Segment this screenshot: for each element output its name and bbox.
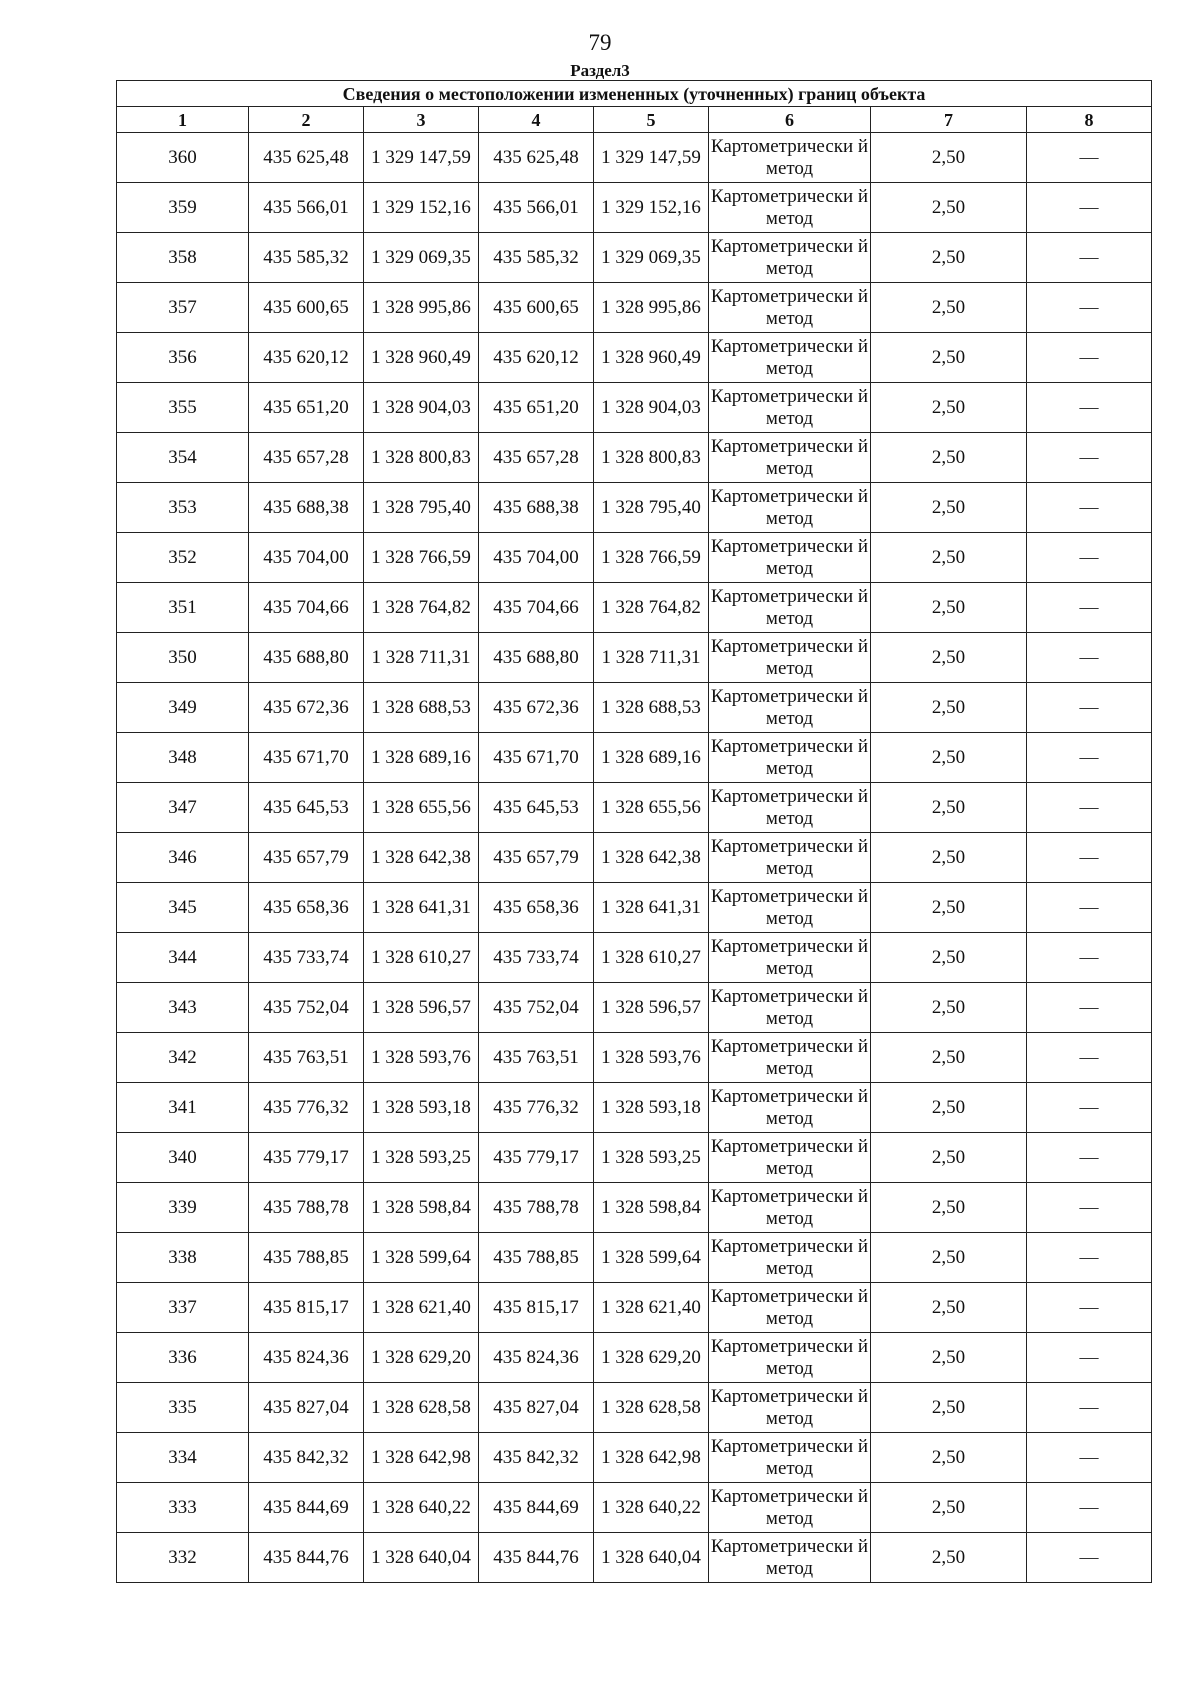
method-cell: Картометрически й метод [709,633,871,683]
y-new-cell: 1 328 655,56 [594,783,709,833]
accuracy-cell: 2,50 [871,1133,1027,1183]
accuracy-cell: 2,50 [871,183,1027,233]
y-old-cell: 1 328 596,57 [364,983,479,1033]
y-new-cell: 1 328 593,18 [594,1083,709,1133]
x-old-cell: 435 824,36 [249,1333,364,1383]
table-row [117,1183,1152,1233]
point-number-cell: 357 [117,283,249,333]
y-old-cell: 1 328 766,59 [364,533,479,583]
description-cell: — [1027,1433,1152,1483]
method-cell: Картометрически й метод [709,933,871,983]
method-cell: Картометрически й метод [709,133,871,183]
point-number-cell: 360 [117,133,249,183]
description-cell: — [1027,633,1152,683]
point-number-cell: 332 [117,1533,249,1583]
accuracy-cell: 2,50 [871,483,1027,533]
x-old-cell: 435 752,04 [249,983,364,1033]
table-row [117,1083,1152,1133]
accuracy-cell: 2,50 [871,1183,1027,1233]
method-cell: Картометрически й метод [709,1183,871,1233]
x-new-cell: 435 704,66 [479,583,594,633]
method-cell: Картометрически й метод [709,1133,871,1183]
accuracy-cell: 2,50 [871,1033,1027,1083]
y-old-cell: 1 328 610,27 [364,933,479,983]
accuracy-cell: 2,50 [871,533,1027,583]
description-cell: — [1027,1383,1152,1433]
column-number: 5 [594,107,709,133]
method-cell: Картометрически й метод [709,233,871,283]
point-number-cell: 344 [117,933,249,983]
x-old-cell: 435 585,32 [249,233,364,283]
description-cell: — [1027,1283,1152,1333]
x-old-cell: 435 788,85 [249,1233,364,1283]
table-row [117,283,1152,333]
point-number-cell: 345 [117,883,249,933]
x-new-cell: 435 688,38 [479,483,594,533]
x-new-cell: 435 763,51 [479,1033,594,1083]
point-number-cell: 337 [117,1283,249,1333]
table-row [117,333,1152,383]
x-old-cell: 435 688,38 [249,483,364,533]
x-new-cell: 435 815,17 [479,1283,594,1333]
description-cell: — [1027,933,1152,983]
x-old-cell: 435 645,53 [249,783,364,833]
x-old-cell: 435 671,70 [249,733,364,783]
description-cell: — [1027,483,1152,533]
method-cell: Картометрически й метод [709,883,871,933]
point-number-cell: 352 [117,533,249,583]
x-new-cell: 435 566,01 [479,183,594,233]
description-cell: — [1027,783,1152,833]
y-new-cell: 1 328 640,22 [594,1483,709,1533]
point-number-cell: 341 [117,1083,249,1133]
method-cell: Картометрически й метод [709,533,871,583]
accuracy-cell: 2,50 [871,233,1027,283]
point-number-cell: 343 [117,983,249,1033]
accuracy-cell: 2,50 [871,1233,1027,1283]
y-new-cell: 1 328 628,58 [594,1383,709,1433]
description-cell: — [1027,683,1152,733]
y-new-cell: 1 328 610,27 [594,933,709,983]
x-new-cell: 435 585,32 [479,233,594,283]
method-cell: Картометрически й метод [709,1083,871,1133]
y-old-cell: 1 328 641,31 [364,883,479,933]
accuracy-cell: 2,50 [871,1333,1027,1383]
x-new-cell: 435 688,80 [479,633,594,683]
x-old-cell: 435 657,79 [249,833,364,883]
y-old-cell: 1 328 598,84 [364,1183,479,1233]
x-old-cell: 435 704,00 [249,533,364,583]
y-old-cell: 1 329 147,59 [364,133,479,183]
x-old-cell: 435 566,01 [249,183,364,233]
table-row [117,1283,1152,1333]
point-number-cell: 353 [117,483,249,533]
boundary-table [116,80,1152,1583]
page-number: 79 [588,30,612,55]
y-new-cell: 1 328 688,53 [594,683,709,733]
x-old-cell: 435 827,04 [249,1383,364,1433]
y-old-cell: 1 328 904,03 [364,383,479,433]
description-cell: — [1027,833,1152,883]
description-cell: — [1027,183,1152,233]
y-new-cell: 1 328 766,59 [594,533,709,583]
table-body [117,133,1152,1583]
x-old-cell: 435 776,32 [249,1083,364,1133]
table-row [117,433,1152,483]
table-row [117,633,1152,683]
x-new-cell: 435 844,76 [479,1533,594,1583]
method-cell: Картометрически й метод [709,1433,871,1483]
accuracy-cell: 2,50 [871,983,1027,1033]
x-old-cell: 435 620,12 [249,333,364,383]
column-number-row [117,107,1152,133]
accuracy-cell: 2,50 [871,1283,1027,1333]
point-number-cell: 350 [117,633,249,683]
y-new-cell: 1 328 642,98 [594,1433,709,1483]
accuracy-cell: 2,50 [871,1433,1027,1483]
description-cell: — [1027,133,1152,183]
method-cell: Картометрически й метод [709,983,871,1033]
accuracy-cell: 2,50 [871,783,1027,833]
accuracy-cell: 2,50 [871,933,1027,983]
table-title: Сведения о местоположении измененных (уточненных) границ объекта [117,81,1152,107]
table-row [117,833,1152,883]
point-number-cell: 359 [117,183,249,233]
table-row [117,1383,1152,1433]
y-old-cell: 1 328 593,25 [364,1133,479,1183]
x-new-cell: 435 827,04 [479,1383,594,1433]
x-new-cell: 435 842,32 [479,1433,594,1483]
accuracy-cell: 2,50 [871,683,1027,733]
table-row [117,1533,1152,1583]
table-row [117,733,1152,783]
accuracy-cell: 2,50 [871,583,1027,633]
y-old-cell: 1 328 689,16 [364,733,479,783]
method-cell: Картометрически й метод [709,1483,871,1533]
column-number: 7 [871,107,1027,133]
x-old-cell: 435 651,20 [249,383,364,433]
y-old-cell: 1 329 152,16 [364,183,479,233]
column-number: 3 [364,107,479,133]
x-new-cell: 435 672,36 [479,683,594,733]
accuracy-cell: 2,50 [871,433,1027,483]
x-new-cell: 435 788,85 [479,1233,594,1283]
accuracy-cell: 2,50 [871,133,1027,183]
description-cell: — [1027,733,1152,783]
y-new-cell: 1 328 629,20 [594,1333,709,1383]
table-row [117,1483,1152,1533]
method-cell: Картометрически й метод [709,1333,871,1383]
point-number-cell: 358 [117,233,249,283]
table-row [117,983,1152,1033]
y-old-cell: 1 328 593,76 [364,1033,479,1083]
y-old-cell: 1 328 599,64 [364,1233,479,1283]
table-row [117,583,1152,633]
table-row [117,1233,1152,1283]
y-old-cell: 1 328 711,31 [364,633,479,683]
point-number-cell: 356 [117,333,249,383]
y-old-cell: 1 328 995,86 [364,283,479,333]
description-cell: — [1027,433,1152,483]
method-cell: Картометрически й метод [709,583,871,633]
x-new-cell: 435 824,36 [479,1333,594,1383]
y-new-cell: 1 328 904,03 [594,383,709,433]
table-row [117,933,1152,983]
method-cell: Картометрически й метод [709,1383,871,1433]
description-cell: — [1027,983,1152,1033]
x-new-cell: 435 658,36 [479,883,594,933]
y-old-cell: 1 328 621,40 [364,1283,479,1333]
table-row [117,533,1152,583]
table-row [117,1033,1152,1083]
x-old-cell: 435 842,32 [249,1433,364,1483]
y-old-cell: 1 328 642,98 [364,1433,479,1483]
y-old-cell: 1 328 795,40 [364,483,479,533]
point-number-cell: 338 [117,1233,249,1283]
y-old-cell: 1 328 628,58 [364,1383,479,1433]
x-new-cell: 435 733,74 [479,933,594,983]
method-cell: Картометрически й метод [709,833,871,883]
method-cell: Картометрически й метод [709,1033,871,1083]
accuracy-cell: 2,50 [871,1483,1027,1533]
y-old-cell: 1 328 642,38 [364,833,479,883]
y-new-cell: 1 328 800,83 [594,433,709,483]
x-new-cell: 435 620,12 [479,333,594,383]
accuracy-cell: 2,50 [871,733,1027,783]
y-old-cell: 1 328 655,56 [364,783,479,833]
description-cell: — [1027,1133,1152,1183]
x-new-cell: 435 657,28 [479,433,594,483]
y-old-cell: 1 328 960,49 [364,333,479,383]
table-row [117,683,1152,733]
x-old-cell: 435 763,51 [249,1033,364,1083]
point-number-cell: 340 [117,1133,249,1183]
table-row [117,133,1152,183]
method-cell: Картометрически й метод [709,1233,871,1283]
y-new-cell: 1 329 147,59 [594,133,709,183]
y-new-cell: 1 328 764,82 [594,583,709,633]
x-new-cell: 435 651,20 [479,383,594,433]
description-cell: — [1027,1483,1152,1533]
y-new-cell: 1 329 069,35 [594,233,709,283]
accuracy-cell: 2,50 [871,283,1027,333]
point-number-cell: 351 [117,583,249,633]
x-old-cell: 435 779,17 [249,1133,364,1183]
column-number: 2 [249,107,364,133]
description-cell: — [1027,1333,1152,1383]
method-cell: Картометрически й метод [709,683,871,733]
x-old-cell: 435 688,80 [249,633,364,683]
accuracy-cell: 2,50 [871,633,1027,683]
point-number-cell: 335 [117,1383,249,1433]
method-cell: Картометрически й метод [709,283,871,333]
x-new-cell: 435 788,78 [479,1183,594,1233]
method-cell: Картометрически й метод [709,433,871,483]
method-cell: Картометрически й метод [709,733,871,783]
description-cell: — [1027,383,1152,433]
method-cell: Картометрически й метод [709,483,871,533]
x-old-cell: 435 657,28 [249,433,364,483]
method-cell: Картометрически й метод [709,1283,871,1333]
point-number-cell: 349 [117,683,249,733]
x-old-cell: 435 733,74 [249,933,364,983]
accuracy-cell: 2,50 [871,333,1027,383]
description-cell: — [1027,883,1152,933]
description-cell: — [1027,233,1152,283]
point-number-cell: 348 [117,733,249,783]
x-new-cell: 435 645,53 [479,783,594,833]
x-new-cell: 435 625,48 [479,133,594,183]
description-cell: — [1027,1233,1152,1283]
accuracy-cell: 2,50 [871,833,1027,883]
point-number-cell: 355 [117,383,249,433]
description-cell: — [1027,1083,1152,1133]
column-number: 1 [117,107,249,133]
method-cell: Картометрически й метод [709,783,871,833]
point-number-cell: 339 [117,1183,249,1233]
y-new-cell: 1 328 593,76 [594,1033,709,1083]
y-new-cell: 1 328 642,38 [594,833,709,883]
y-new-cell: 1 329 152,16 [594,183,709,233]
description-cell: — [1027,533,1152,583]
table-row [117,1133,1152,1183]
method-cell: Картометрически й метод [709,383,871,433]
table-row [117,783,1152,833]
x-old-cell: 435 788,78 [249,1183,364,1233]
description-cell: — [1027,1183,1152,1233]
method-cell: Картометрически й метод [709,1533,871,1583]
y-old-cell: 1 328 764,82 [364,583,479,633]
y-new-cell: 1 328 995,86 [594,283,709,333]
y-old-cell: 1 328 629,20 [364,1333,479,1383]
y-old-cell: 1 328 640,22 [364,1483,479,1533]
y-old-cell: 1 328 640,04 [364,1533,479,1583]
x-new-cell: 435 600,65 [479,283,594,333]
column-number: 6 [709,107,871,133]
accuracy-cell: 2,50 [871,883,1027,933]
y-new-cell: 1 328 795,40 [594,483,709,533]
x-old-cell: 435 672,36 [249,683,364,733]
description-cell: — [1027,333,1152,383]
y-old-cell: 1 328 593,18 [364,1083,479,1133]
point-number-cell: 347 [117,783,249,833]
y-new-cell: 1 328 621,40 [594,1283,709,1333]
y-old-cell: 1 329 069,35 [364,233,479,283]
table-row [117,383,1152,433]
y-new-cell: 1 328 598,84 [594,1183,709,1233]
x-new-cell: 435 844,69 [479,1483,594,1533]
table-row [117,183,1152,233]
y-new-cell: 1 328 596,57 [594,983,709,1033]
y-old-cell: 1 328 688,53 [364,683,479,733]
section-title: Раздел3 [570,61,630,80]
y-new-cell: 1 328 689,16 [594,733,709,783]
x-old-cell: 435 704,66 [249,583,364,633]
y-new-cell: 1 328 593,25 [594,1133,709,1183]
description-cell: — [1027,583,1152,633]
point-number-cell: 346 [117,833,249,883]
y-new-cell: 1 328 641,31 [594,883,709,933]
description-cell: — [1027,1533,1152,1583]
x-old-cell: 435 600,65 [249,283,364,333]
x-old-cell: 435 625,48 [249,133,364,183]
x-old-cell: 435 658,36 [249,883,364,933]
y-new-cell: 1 328 640,04 [594,1533,709,1583]
point-number-cell: 354 [117,433,249,483]
table-row [117,483,1152,533]
point-number-cell: 336 [117,1333,249,1383]
y-new-cell: 1 328 960,49 [594,333,709,383]
x-old-cell: 435 815,17 [249,1283,364,1333]
x-old-cell: 435 844,69 [249,1483,364,1533]
x-new-cell: 435 657,79 [479,833,594,883]
y-new-cell: 1 328 711,31 [594,633,709,683]
table-row [117,883,1152,933]
description-cell: — [1027,1033,1152,1083]
table-row [117,1433,1152,1483]
point-number-cell: 334 [117,1433,249,1483]
column-number: 4 [479,107,594,133]
x-new-cell: 435 704,00 [479,533,594,583]
x-new-cell: 435 671,70 [479,733,594,783]
x-new-cell: 435 779,17 [479,1133,594,1183]
method-cell: Картометрически й метод [709,333,871,383]
accuracy-cell: 2,50 [871,1533,1027,1583]
y-old-cell: 1 328 800,83 [364,433,479,483]
table-row [117,233,1152,283]
x-old-cell: 435 844,76 [249,1533,364,1583]
x-new-cell: 435 752,04 [479,983,594,1033]
accuracy-cell: 2,50 [871,383,1027,433]
y-new-cell: 1 328 599,64 [594,1233,709,1283]
method-cell: Картометрически й метод [709,183,871,233]
accuracy-cell: 2,50 [871,1383,1027,1433]
description-cell: — [1027,283,1152,333]
point-number-cell: 333 [117,1483,249,1533]
point-number-cell: 342 [117,1033,249,1083]
table-row [117,1333,1152,1383]
accuracy-cell: 2,50 [871,1083,1027,1133]
column-number: 8 [1027,107,1152,133]
x-new-cell: 435 776,32 [479,1083,594,1133]
